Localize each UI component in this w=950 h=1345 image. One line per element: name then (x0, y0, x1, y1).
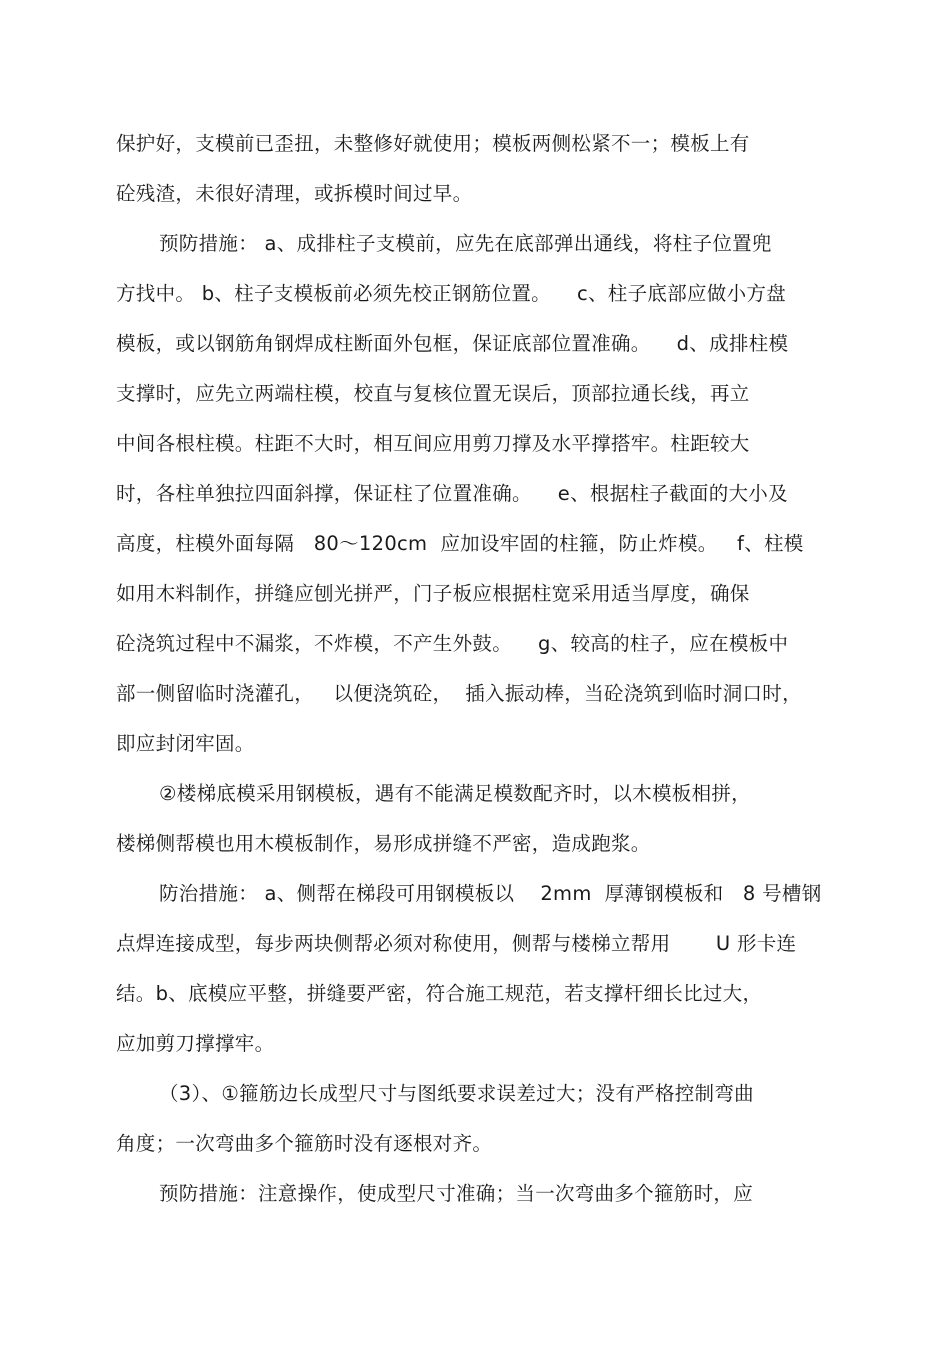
text-line: 即应封闭牢固。 (116, 732, 255, 755)
text-line: 高度，柱模外面每隔 80～120cm 应加设牢固的柱箍，防止炸模。 f、柱模 (116, 532, 804, 555)
paragraph-start: ②楼梯底模采用钢模板，遇有不能满足模数配齐时，以木模板相拼， (159, 782, 751, 805)
text-line: 砼残渣，未很好清理，或拆模时间过早。 (116, 182, 473, 205)
text-line: 中间各根柱模。柱距不大时，相互间应用剪刀撑及水平撑搭牢。柱距较大 (116, 432, 750, 455)
text-line: 点焊连接成型，每步两块侧帮必须对称使用，侧帮与楼梯立帮用 U 形卡连 (116, 932, 797, 955)
paragraph-start: 防治措施： a、侧帮在梯段可用钢模板以 2mm 厚薄钢模板和 8 号槽钢 (159, 882, 822, 905)
text-line: 方找中。 b、柱子支模板前必须先校正钢筋位置。 c、柱子底部应做小方盘 (116, 282, 786, 305)
paragraph-start: 预防措施： a、成排柱子支模前，应先在底部弹出通线，将柱子位置兜 (159, 232, 772, 255)
paragraph-start: 预防措施：注意操作，使成型尺寸准确；当一次弯曲多个箍筋时，应 (159, 1182, 754, 1205)
text-line: 应加剪刀撑撑牢。 (116, 1032, 275, 1055)
text-line: 保护好，支模前已歪扭，未整修好就使用；模板两侧松紧不一；模板上有 (116, 132, 750, 155)
text-line: 如用木料制作，拼缝应刨光拼严，门子板应根据柱宽采用适当厚度，确保 (116, 582, 750, 605)
text-line: 砼浇筑过程中不漏浆，不炸模，不产生外鼓。 g、较高的柱子，应在模板中 (116, 632, 789, 655)
text-line: 支撑时，应先立两端柱模，校直与复核位置无误后，顶部拉通长线，再立 (116, 382, 750, 405)
paragraph-start: （3）、①箍筋边长成型尺寸与图纸要求误差过大；没有严格控制弯曲 (159, 1082, 754, 1105)
text-line: 时，各柱单独拉四面斜撑，保证柱了位置准确。 e、根据柱子截面的大小及 (116, 482, 788, 505)
text-line: 角度；一次弯曲多个箍筋时没有逐根对齐。 (116, 1132, 493, 1155)
text-line: 部一侧留临时浇灌孔， 以便浇筑砼， 插入振动棒，当砼浇筑到临时洞口时， (116, 682, 802, 705)
text-line: 楼梯侧帮模也用木模板制作，易形成拼缝不严密，造成跑浆。 (116, 832, 651, 855)
text-line: 结。b、底模应平整，拼缝要严密，符合施工规范，若支撑杆细长比过大， (116, 982, 763, 1005)
text-line: 模板，或以钢筋角钢焊成柱断面外包框，保证底部位置准确。 d、成排柱模 (116, 332, 789, 355)
